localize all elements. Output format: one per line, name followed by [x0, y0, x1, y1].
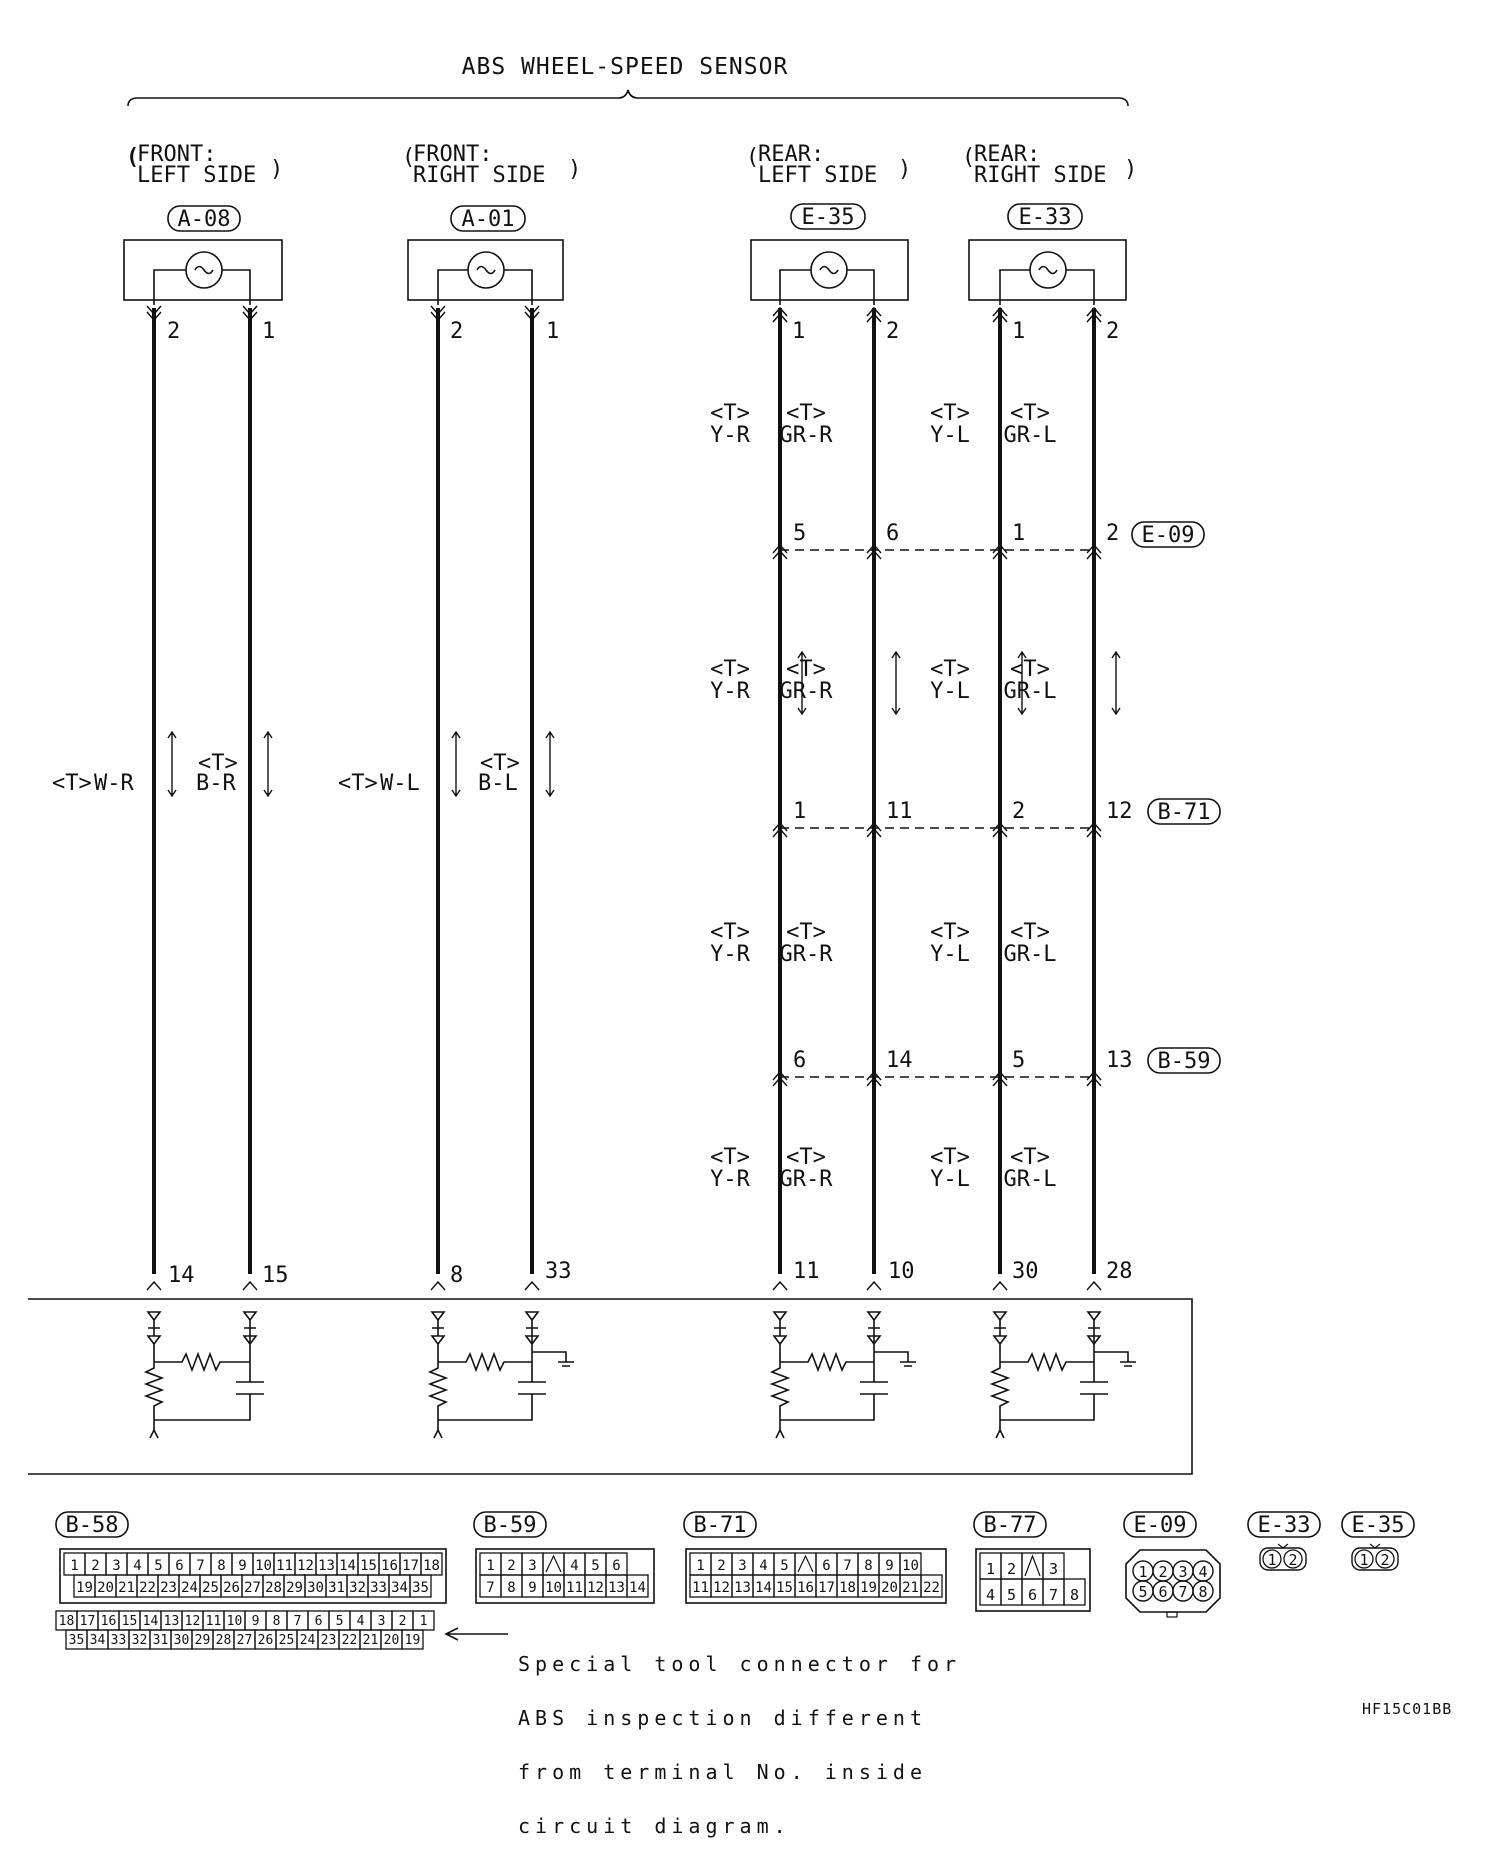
sensor-side: RIGHT SIDE: [974, 163, 1107, 188]
wire-tag: <T>: [52, 771, 92, 796]
sensor-pin: 2: [1106, 319, 1120, 344]
sensor-terminal-chevrons: [147, 306, 1101, 322]
connector-pin-number: 16: [100, 1614, 117, 1629]
connector-pin-number: 7: [486, 1580, 495, 1596]
sensor-connector-label: E-33: [1018, 205, 1072, 230]
connector-pin-number: 5: [154, 1558, 163, 1574]
connector-pin-number: 20: [881, 1580, 898, 1596]
wire-tag: <T>: [930, 1145, 970, 1170]
svg-text:(: (: [962, 145, 976, 170]
connector-pin-number: 4: [985, 1586, 996, 1604]
connector-pin-number: 3: [738, 1558, 747, 1574]
junction-pin: 6: [886, 521, 900, 546]
sensor-connector-label: A-08: [177, 207, 231, 232]
connector-pin-number: 11: [566, 1580, 583, 1596]
ecu-circuit: [430, 1312, 574, 1438]
wire-tag: <T>: [1010, 1145, 1050, 1170]
sensor-pin: 2: [167, 319, 181, 344]
connector-pin-number: 14: [339, 1558, 356, 1574]
connector-pin-number: 8: [217, 1558, 226, 1574]
connector-pin-number: 19: [404, 1633, 421, 1648]
wire-color-label: Y-R: [710, 679, 750, 704]
connector-pin-number: 8: [1069, 1586, 1080, 1604]
ecu-circuit: [772, 1312, 916, 1438]
wire-color-label: B-L: [478, 771, 518, 796]
connector-pin-number: 27: [236, 1633, 253, 1648]
connector-pin-number: 11: [276, 1558, 293, 1574]
connector-pin-number: 34: [89, 1633, 106, 1648]
connector-pin-number: 28: [215, 1633, 232, 1648]
connector-pin-number: 19: [76, 1580, 93, 1596]
connector-pin-number: 15: [776, 1580, 793, 1596]
ecu-pin: 11: [793, 1259, 820, 1284]
wire-color-label: Y-L: [930, 942, 970, 967]
connector-pin-number: 6: [612, 1558, 621, 1574]
junction-pin: 6: [793, 1048, 807, 1073]
wire-tag: <T>: [1010, 401, 1050, 426]
connector-pin-number: 20: [97, 1580, 114, 1596]
connector-pin-number: 25: [278, 1633, 295, 1648]
connector-pin-number: 2: [717, 1558, 726, 1574]
connector-pin-number: 22: [139, 1580, 156, 1596]
connector-pin-number: 31: [328, 1580, 345, 1596]
connector-pin-number: 4: [1198, 1563, 1208, 1581]
connector-pin-number: 25: [202, 1580, 219, 1596]
connector-pin-number: 4: [356, 1614, 365, 1629]
sensor-pin: 1: [1012, 319, 1026, 344]
connector-pin-number: 7: [843, 1558, 852, 1574]
connector-pin-number: 3: [1178, 1563, 1188, 1581]
connector-pin-number: 31: [152, 1633, 169, 1648]
connector-pin-number: 2: [1158, 1563, 1168, 1581]
connector-pin-number: 3: [377, 1614, 386, 1629]
connector-pin-number: 1: [419, 1614, 428, 1629]
svg-text:(: (: [746, 145, 760, 170]
wire-color-label: Y-R: [710, 423, 750, 448]
connector-pin-number: 7: [1178, 1583, 1188, 1601]
connector-pin-number: 14: [629, 1580, 646, 1596]
wire-tag: <T>: [930, 657, 970, 682]
sensor-pin: 2: [886, 319, 900, 344]
wire-tag: <T>: [930, 920, 970, 945]
connector-e09: [1124, 1512, 1220, 1617]
wire-tag: <T>: [930, 401, 970, 426]
ecu-pin: 10: [888, 1259, 915, 1284]
connector-pin-number: 35: [412, 1580, 429, 1596]
junction-pin: 2: [1106, 521, 1120, 546]
connector-pin-number: 2: [507, 1558, 516, 1574]
connector-pin-number: 13: [734, 1580, 751, 1596]
wire-tag: <T>: [338, 771, 378, 796]
connector-pin-number: 7: [1048, 1586, 1059, 1604]
connector-pin-number: 22: [341, 1633, 358, 1648]
connector-pin-number: 30: [307, 1580, 324, 1596]
connector-label: B-77: [983, 1513, 1037, 1538]
connector-pin-number: 9: [528, 1580, 537, 1596]
connector-pin-number: 32: [131, 1633, 148, 1648]
svg-text:): ): [1124, 157, 1138, 182]
connector-pin-number: 35: [68, 1633, 85, 1648]
ecu-pin: 15: [262, 1263, 289, 1288]
connector-pin-number: 7: [293, 1614, 302, 1629]
connector-label: B-59: [483, 1513, 537, 1538]
sensor-position: REAR:: [758, 142, 825, 167]
connector-label: B-58: [65, 1513, 119, 1538]
ecu-pin: 14: [168, 1263, 195, 1288]
abs-ecu-outline: [28, 1299, 1192, 1474]
wire-color-label: Y-L: [930, 423, 970, 448]
connector-pin-number: 18: [839, 1580, 856, 1596]
ecu-circuit: [146, 1312, 264, 1438]
connector-pin-number: 12: [297, 1558, 314, 1574]
junction-pin: 14: [886, 1048, 913, 1073]
connector-pin-number: 21: [902, 1580, 919, 1596]
note-arrow: [446, 1628, 508, 1640]
note-line: circuit diagram.: [518, 1814, 791, 1838]
junction-connector-label: E-09: [1141, 523, 1195, 548]
sensor-pin: 1: [262, 319, 276, 344]
connector-pin-number: 30: [173, 1633, 190, 1648]
connector-pin-number: 34: [391, 1580, 408, 1596]
ecu-input-circuits: [146, 1312, 1136, 1438]
special-tool-note: [518, 1619, 961, 1853]
sensor-position: REAR:: [974, 142, 1041, 167]
connector-pin-number: 12: [587, 1580, 604, 1596]
wire-color-label: Y-L: [930, 679, 970, 704]
sensor-connector-label: A-01: [461, 207, 515, 232]
wire-color-label: Y-L: [930, 1167, 970, 1192]
connector-pin-number: 6: [822, 1558, 831, 1574]
rear-wire-labels: [710, 401, 1056, 1192]
connector-pin-number: 8: [272, 1614, 281, 1629]
svg-text:): ): [270, 157, 284, 182]
sensor-header-rear-right: [962, 142, 1137, 230]
connector-pin-number: 12: [184, 1614, 201, 1629]
sensor-pin: 1: [792, 319, 806, 344]
connector-pin-number: 29: [286, 1580, 303, 1596]
connector-pin-number: 27: [244, 1580, 261, 1596]
wire-tag: <T>: [786, 657, 826, 682]
connector-pin-number: 5: [1138, 1583, 1148, 1601]
connector-pin-number: 16: [797, 1580, 814, 1596]
connector-pin-number: 32: [349, 1580, 366, 1596]
connector-pin-number: 18: [58, 1614, 75, 1629]
connector-pin-number: 16: [381, 1558, 398, 1574]
connector-pin-number: 7: [196, 1558, 205, 1574]
connector-pin-number: 26: [257, 1633, 274, 1648]
junction-pin: 1: [793, 799, 807, 824]
connector-pin-number: 24: [299, 1633, 316, 1648]
connector-pin-number: 2: [1380, 1551, 1390, 1569]
connector-pin-number: 28: [265, 1580, 282, 1596]
wire-color-label: GR-L: [1003, 1167, 1057, 1192]
ecu-pin: 30: [1012, 1259, 1039, 1284]
note-line: ABS inspection different: [518, 1706, 927, 1730]
connector-pin-number: 2: [1006, 1560, 1017, 1578]
connector-pin-number: 21: [118, 1580, 135, 1596]
sensor-box-rear-right: [969, 240, 1126, 305]
connector-pin-number: 6: [1027, 1586, 1038, 1604]
connector-e35: [1342, 1512, 1414, 1570]
connector-pin-number: 17: [818, 1580, 835, 1596]
sensor-header-rear-left: [746, 142, 911, 230]
connector-b71: [684, 1512, 946, 1603]
connector-e33: [1248, 1512, 1320, 1570]
wire-tag: <T>: [710, 920, 750, 945]
ecu-pin: 28: [1106, 1259, 1133, 1284]
junction-pin: 13: [1106, 1048, 1133, 1073]
connector-pin-number: 14: [755, 1580, 772, 1596]
wire-color-label: GR-R: [779, 1167, 833, 1192]
svg-text:): ): [568, 157, 582, 182]
connector-pin-number: 3: [1048, 1560, 1059, 1578]
junction-pin: 11: [886, 799, 913, 824]
svg-text:(: (: [402, 145, 416, 170]
junction-pin: 5: [1012, 1048, 1026, 1073]
ecu-pin: 8: [450, 1263, 464, 1288]
note-line: Special tool connector for: [518, 1652, 962, 1676]
junction-connector-label: B-71: [1157, 800, 1211, 825]
sensor-header-front-right: [402, 142, 581, 232]
svg-text:(: (: [126, 145, 140, 170]
connector-pin-number: 1: [985, 1560, 996, 1578]
connector-pin-number: 2: [1288, 1551, 1298, 1569]
sensor-box-rear-left: [751, 240, 908, 305]
connector-pin-number: 4: [759, 1558, 768, 1574]
connector-pin-number: 2: [398, 1614, 407, 1629]
wire-bundle: [154, 308, 1094, 1274]
connector-pin-number: 1: [1267, 1551, 1277, 1569]
connector-pin-number: 23: [320, 1633, 337, 1648]
connector-pin-number: 15: [360, 1558, 377, 1574]
connector-pin-number: 6: [314, 1614, 323, 1629]
connector-pin-number: 5: [780, 1558, 789, 1574]
connector-pin-number: 10: [902, 1558, 919, 1574]
wire-color-label: B-R: [196, 771, 236, 796]
wire-tag: <T>: [1010, 920, 1050, 945]
connector-pin-number: 1: [1138, 1563, 1148, 1581]
connector-pin-number: 1: [696, 1558, 705, 1574]
connector-pin-number: 1: [70, 1558, 79, 1574]
diagram-title: ABS WHEEL-SPEED SENSOR: [461, 54, 789, 80]
sensor-header-front-left: [126, 142, 283, 232]
sensor-pin: 2: [450, 319, 464, 344]
connector-label: E-09: [1133, 1513, 1187, 1538]
wire-color-label: GR-L: [1003, 679, 1057, 704]
wire-color-label: Y-R: [710, 942, 750, 967]
connector-pin-number: 3: [112, 1558, 121, 1574]
connector-pin-number: 29: [194, 1633, 211, 1648]
connector-pin-number: 17: [79, 1614, 96, 1629]
connector-pin-number: 15: [121, 1614, 138, 1629]
connector-pin-number: 21: [362, 1633, 379, 1648]
sensor-position: FRONT:: [413, 142, 493, 167]
connector-pin-number: 9: [885, 1558, 894, 1574]
connector-pin-number: 10: [545, 1580, 562, 1596]
wire-tag: <T>: [710, 401, 750, 426]
svg-text:): ): [898, 157, 912, 182]
connector-pin-number: 19: [860, 1580, 877, 1596]
connector-pin-number: 8: [507, 1580, 516, 1596]
wire-tag: <T>: [480, 751, 520, 776]
connector-pin-number: 13: [608, 1580, 625, 1596]
connector-pin-number: 14: [142, 1614, 159, 1629]
connector-b77: [974, 1512, 1090, 1611]
sensor-position: FRONT:: [137, 142, 217, 167]
ecu-circuit: [992, 1312, 1136, 1438]
connector-pin-number: 5: [591, 1558, 600, 1574]
twisted-pair-arrows: [168, 652, 1120, 796]
connector-pin-number: 10: [226, 1614, 243, 1629]
connector-pin-number: 17: [402, 1558, 419, 1574]
connector-pin-number: 9: [238, 1558, 247, 1574]
connector-pin-number: 5: [1006, 1586, 1017, 1604]
connector-pin-number: 12: [713, 1580, 730, 1596]
junction-e09: [780, 521, 1204, 550]
connector-pin-number: 23: [160, 1580, 177, 1596]
connector-pin-number: 13: [163, 1614, 180, 1629]
sensor-side: RIGHT SIDE: [413, 163, 546, 188]
connector-pin-number: 4: [133, 1558, 142, 1574]
sensor-box-front-left: [124, 240, 282, 305]
connector-pin-number: 24: [181, 1580, 198, 1596]
wire-color-label: GR-L: [1003, 423, 1057, 448]
connector-pin-number: 2: [91, 1558, 100, 1574]
connector-pin-number: 11: [205, 1614, 222, 1629]
connector-pin-number: 1: [1359, 1551, 1369, 1569]
connector-pin-number: 1: [486, 1558, 495, 1574]
title-brace: [128, 90, 1128, 106]
wire-color-label: GR-L: [1003, 942, 1057, 967]
wire-tag: <T>: [710, 657, 750, 682]
connector-pin-number: 10: [255, 1558, 272, 1574]
sensor-box-front-right: [408, 240, 563, 305]
wire-tag: <T>: [710, 1145, 750, 1170]
wire-color-label: W-R: [94, 771, 134, 796]
connector-pin-number: 3: [528, 1558, 537, 1574]
connector-pin-number: 13: [318, 1558, 335, 1574]
connector-pin-number: 18: [423, 1558, 440, 1574]
note-line: from terminal No. inside: [518, 1760, 927, 1784]
connector-pin-number: 33: [110, 1633, 127, 1648]
connector-label: B-71: [693, 1513, 747, 1538]
connector-pin-number: 5: [335, 1614, 344, 1629]
connector-pin-number: 6: [175, 1558, 184, 1574]
ecu-pin: 33: [545, 1259, 572, 1284]
wire-color-label: Y-R: [710, 1167, 750, 1192]
connector-b58: [56, 1512, 446, 1649]
sensor-side: LEFT SIDE: [137, 163, 257, 188]
connector-label: E-35: [1351, 1513, 1405, 1538]
connector-label: E-33: [1257, 1513, 1311, 1538]
wire-tag: <T>: [786, 920, 826, 945]
wire-tag: <T>: [1010, 657, 1050, 682]
connector-pin-number: 22: [923, 1580, 940, 1596]
junction-pin: 5: [793, 521, 807, 546]
wire-color-label: GR-R: [779, 942, 833, 967]
junction-pin: 12: [1106, 799, 1133, 824]
figure-code: HF15C01BB: [1362, 1700, 1453, 1718]
junction-pin: 2: [1012, 799, 1026, 824]
connector-pin-number: 8: [1198, 1583, 1208, 1601]
sensor-pin: 1: [546, 319, 560, 344]
connector-pin-number: 4: [570, 1558, 579, 1574]
connector-b59: [474, 1512, 654, 1603]
junction-connector-label: B-59: [1157, 1049, 1211, 1074]
wire-color-label: W-L: [380, 771, 420, 796]
connector-pin-number: 8: [864, 1558, 873, 1574]
wire-color-label: GR-R: [779, 679, 833, 704]
connector-pin-number: 6: [1158, 1583, 1168, 1601]
sensor-connector-label: E-35: [801, 205, 855, 230]
connector-pin-number: 9: [251, 1614, 260, 1629]
sensor-side: LEFT SIDE: [758, 163, 878, 188]
wire-tag: <T>: [786, 401, 826, 426]
connector-pin-number: 26: [223, 1580, 240, 1596]
junction-pin: 1: [1012, 521, 1026, 546]
connector-pin-number: 20: [383, 1633, 400, 1648]
connector-pin-number: 11: [692, 1580, 709, 1596]
connector-pin-number: 33: [370, 1580, 387, 1596]
wire-color-label: GR-R: [779, 423, 833, 448]
wire-tag: <T>: [198, 751, 238, 776]
wire-tag: <T>: [786, 1145, 826, 1170]
